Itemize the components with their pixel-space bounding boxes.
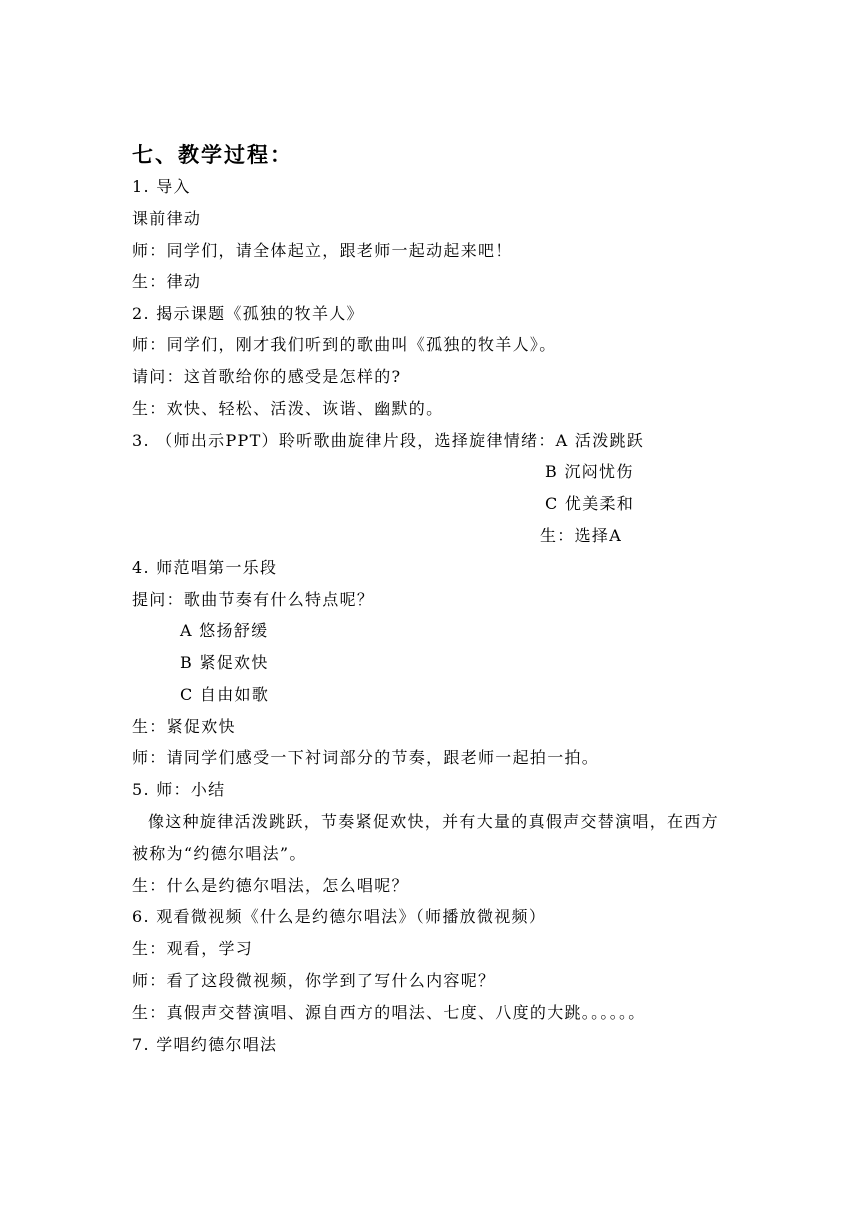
- step-4-heading: 4. 师范唱第一乐段: [132, 558, 278, 577]
- student-line: 生：律动: [132, 272, 202, 291]
- step-3-heading: 3. （师出示PPT）聆听歌曲旋律片段，选择旋律情绪：A 活泼跳跃: [132, 431, 645, 450]
- student-line: 生：欢快、轻松、活泼、诙谐、幽默的。: [132, 399, 444, 418]
- step-2-heading: 2. 揭示课题《孤独的牧羊人》: [132, 304, 364, 323]
- teacher-line: 师：请同学们感受一下衬词部分的节奏，跟老师一起拍一拍。: [132, 748, 600, 767]
- student-line: 生：什么是约德尔唱法，怎么唱呢？: [132, 876, 409, 895]
- teacher-line: 师：看了这段微视频，你学到了写什么内容呢？: [132, 971, 496, 990]
- question-line: 提问：歌曲节奏有什么特点呢？: [132, 590, 375, 609]
- step-1-heading: 1. 导入: [132, 177, 191, 196]
- summary-paragraph-line: 被称为“约德尔唱法”。: [132, 844, 307, 863]
- section-title: 七、教学过程：: [132, 142, 293, 167]
- step-5-heading: 5. 师：小结: [132, 780, 226, 799]
- choice-c: C 自由如歌: [180, 685, 270, 704]
- choice-a: A 悠扬舒缓: [180, 621, 269, 640]
- student-line: 生：选择A: [540, 526, 623, 545]
- summary-paragraph-line: 像这种旋律活泼跳跃，节奏紧促欢快，并有大量的真假声交替演唱，在西方: [148, 812, 719, 831]
- choice-b: B 紧促欢快: [180, 653, 269, 672]
- choice-b: B 沉闷忧伤: [545, 462, 634, 481]
- student-line: 生：观看，学习: [132, 939, 254, 958]
- student-line: 生：紧促欢快: [132, 717, 236, 736]
- question-line: 请问：这首歌给你的感受是怎样的?: [132, 367, 402, 386]
- student-line: 生：真假声交替演唱、源自西方的唱法、七度、八度的大跳。。。。。。: [132, 1003, 646, 1022]
- text-line: 课前律动: [132, 209, 202, 228]
- teacher-line: 师：同学们，刚才我们听到的歌曲叫《孤独的牧羊人》。: [132, 335, 557, 354]
- step-7-heading: 7. 学唱约德尔唱法: [132, 1035, 278, 1054]
- choice-c: C 优美柔和: [545, 494, 635, 513]
- teacher-line: 师：同学们，请全体起立，跟老师一起动起来吧！: [132, 241, 513, 260]
- step-6-heading: 6. 观看微视频《什么是约德尔唱法》（师播放微视频）: [132, 907, 547, 926]
